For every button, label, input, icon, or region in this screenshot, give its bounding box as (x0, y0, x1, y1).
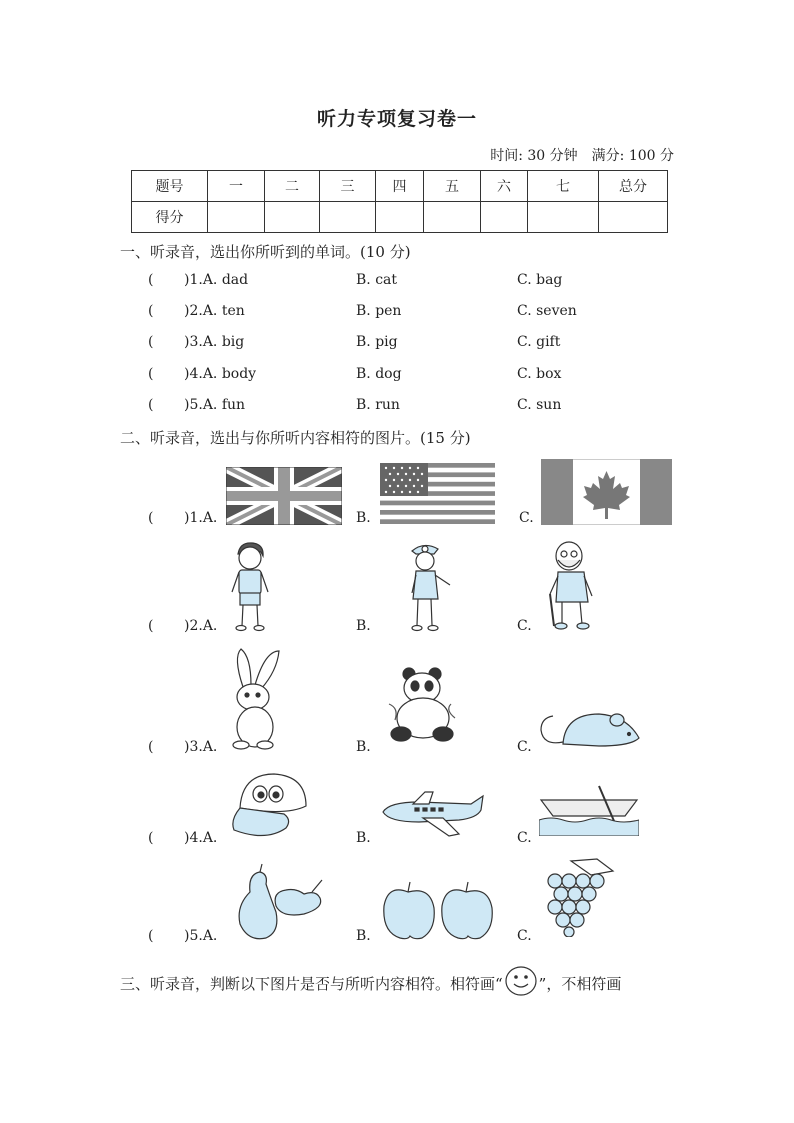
answer-paren[interactable]: ( (148, 397, 154, 413)
option-c: C. (517, 618, 532, 634)
score-header-cell: 题号 (132, 171, 208, 202)
option-c: C. seven (517, 303, 577, 319)
score-input-cell[interactable] (528, 202, 599, 233)
mouse-picture (539, 706, 645, 752)
page-title: 听力专项复习卷一 (316, 108, 477, 130)
score-input-cell[interactable] (481, 202, 528, 233)
option-c: C. (517, 739, 532, 755)
option-b: B. (356, 928, 371, 944)
score-header-cell: 一 (208, 171, 265, 202)
option-c: C. sun (517, 397, 562, 413)
score-table-score-row (132, 202, 668, 233)
answer-paren[interactable]: ( (148, 272, 154, 288)
answer-paren[interactable]: ( (148, 510, 154, 526)
option-b: B. pig (356, 334, 398, 350)
section3-heading-part-a: 三、听录音，判断以下图片是否与所听内容相符。相符画“ (120, 975, 503, 993)
section3-heading (120, 973, 680, 997)
score-input-cell[interactable] (424, 202, 481, 233)
canada-flag-picture (541, 459, 672, 525)
boy-picture (228, 540, 273, 632)
section2-heading: 二、听录音，选出与你所听内容相符的图片。(15 分) (120, 429, 471, 447)
score-header-cell: 二 (265, 171, 320, 202)
option-c: C. box (517, 366, 562, 382)
section3-heading-part-b: ”，不相符画 (538, 975, 622, 993)
rabbit-picture (225, 647, 285, 753)
question-number: )5.A. (184, 928, 218, 944)
plane-picture (379, 788, 485, 840)
question-number: )3.A. (184, 739, 218, 755)
score-header-cell: 七 (528, 171, 599, 202)
option-b: B. pen (356, 303, 402, 319)
answer-paren[interactable]: ( (148, 739, 154, 755)
option-b: B. (356, 830, 371, 846)
question-number: )4.A. body (184, 366, 257, 382)
option-c: C. gift (517, 334, 561, 350)
option-c: C. (517, 830, 532, 846)
uk-flag-picture (226, 467, 342, 525)
question-number: )4.A. (184, 830, 218, 846)
question-number: )3.A. big (184, 334, 245, 350)
score-input-cell[interactable] (265, 202, 320, 233)
answer-paren[interactable]: ( (148, 334, 154, 350)
grandpa-picture (544, 538, 599, 630)
answer-paren[interactable]: ( (148, 830, 154, 846)
option-c: C. (517, 928, 532, 944)
grapes-picture (541, 857, 617, 937)
score-header-cell: 六 (481, 171, 528, 202)
answer-paren[interactable]: ( (148, 366, 154, 382)
option-c: C. bag (517, 272, 563, 288)
section1-heading: 一、听录音，选出你所听到的单词。(10 分) (120, 243, 411, 261)
option-b: B. dog (356, 366, 402, 382)
question-number: )5.A. fun (184, 397, 246, 413)
question-number: )1.A. dad (184, 272, 249, 288)
score-input-cell[interactable] (208, 202, 265, 233)
cap-picture (226, 768, 310, 844)
time-info: 时间: 30 分钟 满分: 100 分 (490, 148, 674, 164)
option-b: B. (356, 510, 371, 526)
score-header-cell: 四 (376, 171, 424, 202)
option-b: B. cat (356, 272, 398, 288)
score-header-cell: 三 (320, 171, 376, 202)
score-input-cell[interactable] (599, 202, 668, 233)
question-number: )2.A. (184, 618, 218, 634)
us-flag-picture (380, 463, 495, 524)
answer-paren[interactable]: ( (148, 618, 154, 634)
score-input-cell[interactable] (320, 202, 376, 233)
option-c: C. (519, 510, 534, 526)
apples-picture (380, 880, 496, 942)
score-header-cell: 五 (424, 171, 481, 202)
score-row-label: 得分 (132, 202, 208, 233)
option-b: B. (356, 618, 371, 634)
option-b: B. run (356, 397, 400, 413)
boat-picture (539, 784, 639, 836)
smiley-face-icon (503, 965, 539, 997)
police-woman-picture (404, 541, 454, 633)
answer-paren[interactable]: ( (148, 928, 154, 944)
score-header-cell: 总分 (599, 171, 668, 202)
score-input-cell[interactable] (376, 202, 424, 233)
panda-picture (385, 664, 460, 744)
question-number: )1.A. (184, 510, 218, 526)
score-table-header-row (132, 171, 668, 202)
pears-picture (226, 862, 326, 944)
option-b: B. (356, 739, 371, 755)
score-table (131, 170, 668, 233)
answer-paren[interactable]: ( (148, 303, 154, 319)
question-number: )2.A. ten (184, 303, 245, 319)
